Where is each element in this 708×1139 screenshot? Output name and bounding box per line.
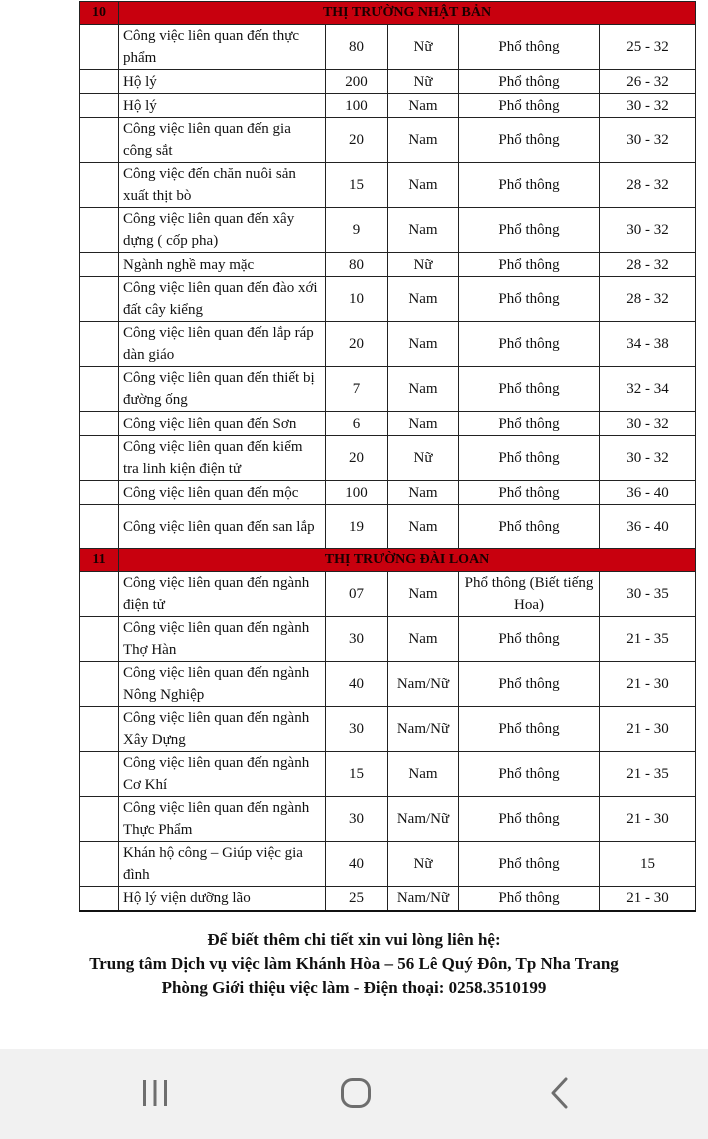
table-row: [80, 797, 696, 842]
jobs-table: [79, 1, 696, 912]
gender-cell: Nam: [388, 367, 459, 412]
education-cell: Phổ thông: [459, 617, 600, 662]
row-index-cell: [80, 797, 119, 842]
education-cell: Phổ thông: [459, 505, 600, 549]
table-row: [80, 436, 696, 481]
age-cell: 21 - 30: [600, 707, 696, 752]
quantity-cell: 7: [326, 367, 388, 412]
contact-phone: Phòng Giới thiệu việc làm - Điện thoại: 0258.3510199: [161, 978, 547, 997]
row-index-cell: [80, 70, 119, 94]
job-title-cell: Công việc liên quan đến thiết bị đường ống: [119, 367, 326, 412]
education-cell: Phổ thông: [459, 481, 600, 505]
table-row: [80, 752, 696, 797]
row-index-cell: [80, 617, 119, 662]
education-cell: Phổ thông: [459, 208, 600, 253]
age-cell: 30 - 32: [600, 94, 696, 118]
quantity-cell: 20: [326, 322, 388, 367]
quantity-cell: 100: [326, 94, 388, 118]
section-title: THỊ TRƯỜNG NHẬT BẢN: [119, 2, 696, 25]
gender-cell: Nam: [388, 505, 459, 549]
quantity-cell: 40: [326, 842, 388, 887]
education-cell: Phổ thông: [459, 25, 600, 70]
age-cell: 32 - 34: [600, 367, 696, 412]
age-cell: 25 - 32: [600, 25, 696, 70]
table-row: [80, 617, 696, 662]
quantity-cell: 20: [326, 118, 388, 163]
job-title-cell: Khán hộ công – Giúp việc gia đình: [119, 842, 326, 887]
quantity-cell: 20: [326, 436, 388, 481]
age-cell: 30 - 32: [600, 436, 696, 481]
education-cell: Phổ thông: [459, 163, 600, 208]
gender-cell: Nam: [388, 572, 459, 617]
table-row: [80, 253, 696, 277]
row-index-cell: [80, 572, 119, 617]
gender-cell: Nữ: [388, 70, 459, 94]
quantity-cell: 30: [326, 797, 388, 842]
gender-cell: Nam: [388, 481, 459, 505]
job-title-cell: Công việc liên quan đến ngành Thợ Hàn: [119, 617, 326, 662]
table-row: [80, 481, 696, 505]
table-row: [80, 94, 696, 118]
quantity-cell: 25: [326, 887, 388, 911]
job-title-cell: Công việc liên quan đến ngành Cơ Khí: [119, 752, 326, 797]
job-title-cell: Ngành nghề may mặc: [119, 253, 326, 277]
job-title-cell: Hộ lý: [119, 70, 326, 94]
gender-cell: Nữ: [388, 25, 459, 70]
gender-cell: Nữ: [388, 842, 459, 887]
gender-cell: Nam/Nữ: [388, 707, 459, 752]
quantity-cell: 100: [326, 481, 388, 505]
gender-cell: Nam: [388, 277, 459, 322]
job-title-cell: Hộ lý viện dưỡng lão: [119, 887, 326, 911]
home-icon: [326, 1074, 386, 1114]
table-row: [80, 887, 696, 911]
row-index-cell: [80, 707, 119, 752]
job-title-cell: Công việc liên quan đến xây dựng ( cốp pha): [119, 208, 326, 253]
job-title-cell: Hộ lý: [119, 94, 326, 118]
age-cell: 28 - 32: [600, 163, 696, 208]
table-row: [80, 412, 696, 436]
table-row: [80, 322, 696, 367]
table-row: [80, 277, 696, 322]
education-cell: Phổ thông: [459, 752, 600, 797]
job-title-cell: Công việc liên quan đến ngành Nông Nghiệp: [119, 662, 326, 707]
age-cell: 30 - 35: [600, 572, 696, 617]
education-cell: Phổ thông: [459, 367, 600, 412]
table-row: [80, 662, 696, 707]
table-row: [80, 118, 696, 163]
age-cell: 36 - 40: [600, 505, 696, 549]
row-index-cell: [80, 367, 119, 412]
education-cell: Phổ thông: [459, 277, 600, 322]
age-cell: 21 - 30: [600, 797, 696, 842]
age-cell: 21 - 30: [600, 887, 696, 911]
gender-cell: Nam/Nữ: [388, 662, 459, 707]
section-title: THỊ TRƯỜNG ĐÀI LOAN: [119, 549, 696, 572]
gender-cell: Nam: [388, 322, 459, 367]
row-index-cell: [80, 208, 119, 253]
back-button[interactable]: [528, 1074, 588, 1114]
table-row: [80, 25, 696, 70]
quantity-cell: 07: [326, 572, 388, 617]
row-index-cell: [80, 842, 119, 887]
gender-cell: Nữ: [388, 253, 459, 277]
job-title-cell: Công việc liên quan đến kiểm tra linh kiện điện tử: [119, 436, 326, 481]
age-cell: 30 - 32: [600, 208, 696, 253]
home-button[interactable]: [326, 1074, 386, 1114]
quantity-cell: 30: [326, 707, 388, 752]
section-number: 11: [80, 549, 119, 572]
gender-cell: Nam/Nữ: [388, 887, 459, 911]
age-cell: 36 - 40: [600, 481, 696, 505]
contact-intro: Để biết thêm chi tiết xin vui lòng liên hệ:: [207, 930, 501, 949]
gender-cell: Nam: [388, 118, 459, 163]
row-index-cell: [80, 25, 119, 70]
gender-cell: Nam: [388, 752, 459, 797]
education-cell: Phổ thông: [459, 436, 600, 481]
age-cell: 21 - 35: [600, 752, 696, 797]
age-cell: 28 - 32: [600, 277, 696, 322]
age-cell: 15: [600, 842, 696, 887]
table-row: [80, 70, 696, 94]
row-index-cell: [80, 277, 119, 322]
education-cell: Phổ thông: [459, 70, 600, 94]
education-cell: Phổ thông: [459, 412, 600, 436]
gender-cell: Nam: [388, 208, 459, 253]
age-cell: 28 - 32: [600, 253, 696, 277]
quantity-cell: 19: [326, 505, 388, 549]
row-index-cell: [80, 662, 119, 707]
job-title-cell: Công việc liên quan đến san lắp: [119, 505, 326, 549]
education-cell: Phổ thông: [459, 253, 600, 277]
quantity-cell: 9: [326, 208, 388, 253]
age-cell: 34 - 38: [600, 322, 696, 367]
education-cell: Phổ thông: [459, 797, 600, 842]
gender-cell: Nam: [388, 163, 459, 208]
education-cell: Phổ thông: [459, 662, 600, 707]
job-title-cell: Công việc liên quan đến đào xới đất cây kiểng: [119, 277, 326, 322]
row-index-cell: [80, 481, 119, 505]
table-row: [80, 163, 696, 208]
gender-cell: Nữ: [388, 436, 459, 481]
table-row: [80, 707, 696, 752]
table-row: [80, 367, 696, 412]
row-index-cell: [80, 118, 119, 163]
job-title-cell: Công việc liên quan đến lắp ráp dàn giáo: [119, 322, 326, 367]
job-title-cell: Công việc liên quan đến ngành Thực Phẩm: [119, 797, 326, 842]
job-title-cell: Công việc liên quan đến mộc: [119, 481, 326, 505]
job-title-cell: Công việc đến chăn nuôi sản xuất thịt bò: [119, 163, 326, 208]
table-row: [80, 842, 696, 887]
job-title-cell: Công việc liên quan đến ngành điện tử: [119, 572, 326, 617]
row-index-cell: [80, 322, 119, 367]
section-header-row: [80, 2, 696, 25]
gender-cell: Nam: [388, 94, 459, 118]
education-cell: Phổ thông: [459, 118, 600, 163]
age-cell: 30 - 32: [600, 118, 696, 163]
education-cell: Phổ thông: [459, 322, 600, 367]
education-cell: Phổ thông (Biết tiếng Hoa): [459, 572, 600, 617]
age-cell: 30 - 32: [600, 412, 696, 436]
table-row: [80, 208, 696, 253]
education-cell: Phổ thông: [459, 842, 600, 887]
quantity-cell: 200: [326, 70, 388, 94]
quantity-cell: 6: [326, 412, 388, 436]
gender-cell: Nam: [388, 617, 459, 662]
quantity-cell: 30: [326, 617, 388, 662]
education-cell: Phổ thông: [459, 94, 600, 118]
recent-apps-button[interactable]: [125, 1074, 185, 1114]
row-index-cell: [80, 505, 119, 549]
back-icon: [528, 1074, 588, 1114]
android-navigation-bar: [0, 1049, 708, 1139]
contact-address: Trung tâm Dịch vụ việc làm Khánh Hòa – 56 Lê Quý Đôn, Tp Nha Trang: [89, 954, 619, 973]
quantity-cell: 15: [326, 163, 388, 208]
job-title-cell: Công việc liên quan đến thực phẩm: [119, 25, 326, 70]
gender-cell: Nam/Nữ: [388, 797, 459, 842]
row-index-cell: [80, 94, 119, 118]
quantity-cell: 80: [326, 25, 388, 70]
section-number: 10: [80, 2, 119, 25]
quantity-cell: 10: [326, 277, 388, 322]
table-row: [80, 572, 696, 617]
age-cell: 21 - 30: [600, 662, 696, 707]
row-index-cell: [80, 752, 119, 797]
contact-info: [0, 928, 708, 1000]
education-cell: Phổ thông: [459, 707, 600, 752]
row-index-cell: [80, 887, 119, 911]
row-index-cell: [80, 412, 119, 436]
job-title-cell: Công việc liên quan đến Sơn: [119, 412, 326, 436]
row-index-cell: [80, 436, 119, 481]
quantity-cell: 80: [326, 253, 388, 277]
table-row: [80, 505, 696, 549]
quantity-cell: 15: [326, 752, 388, 797]
age-cell: 21 - 35: [600, 617, 696, 662]
row-index-cell: [80, 163, 119, 208]
education-cell: Phổ thông: [459, 887, 600, 911]
recent-apps-icon: [125, 1074, 185, 1114]
job-title-cell: Công việc liên quan đến gia công sắt: [119, 118, 326, 163]
job-title-cell: Công việc liên quan đến ngành Xây Dựng: [119, 707, 326, 752]
age-cell: 26 - 32: [600, 70, 696, 94]
gender-cell: Nam: [388, 412, 459, 436]
quantity-cell: 40: [326, 662, 388, 707]
section-header-row: [80, 549, 696, 572]
row-index-cell: [80, 253, 119, 277]
